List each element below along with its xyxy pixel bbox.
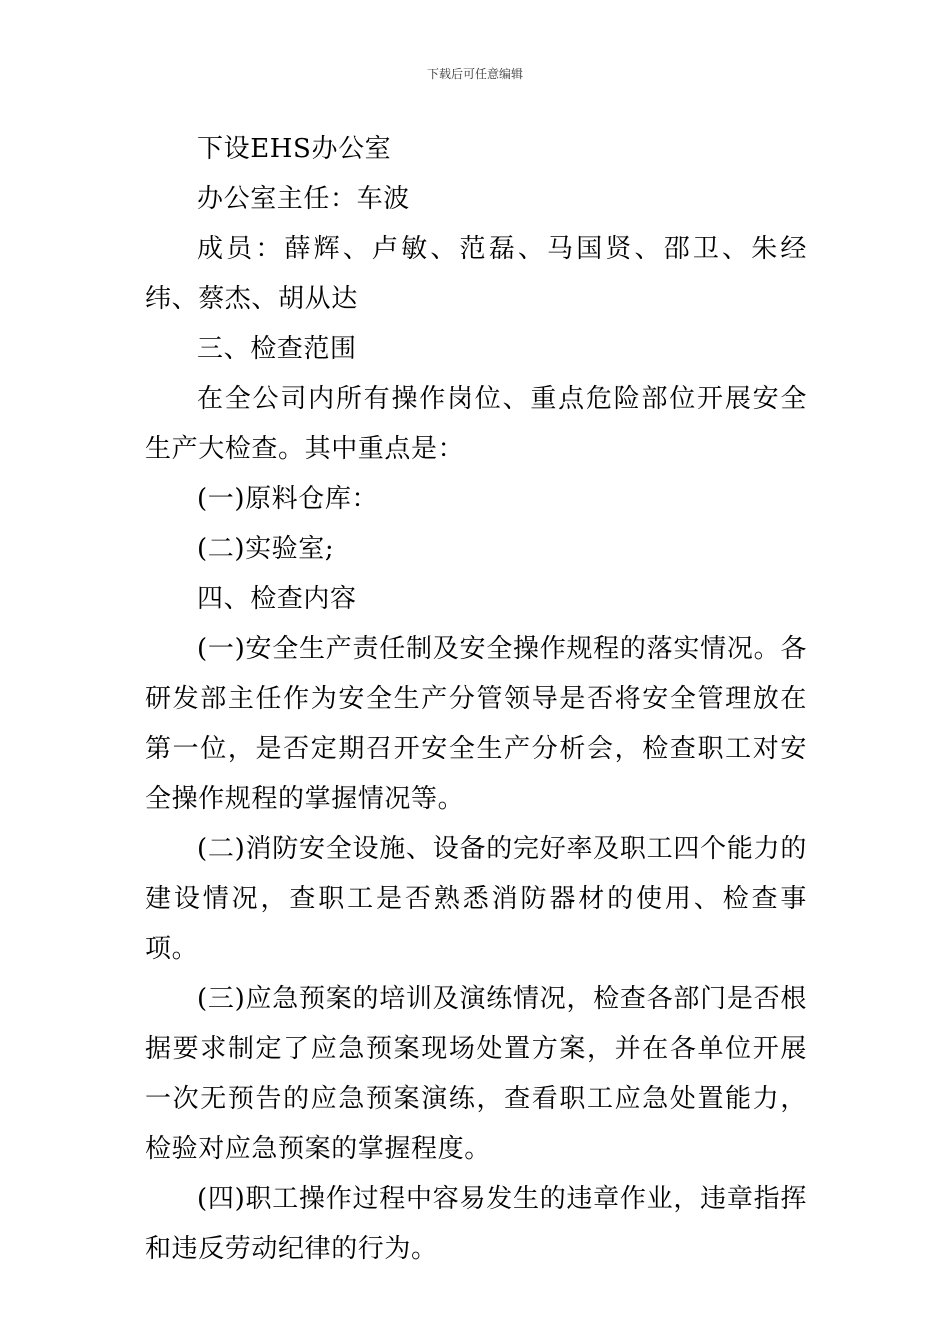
paragraph-content-3: (三)应急预案的培训及演练情况，检查各部门是否根据要求制定了应急预案现场处置方案，并在各单位开展一次无预告的应急预案演练，查看职工应急处置能力，检验对应急预案的掌握程度。: [145, 984, 807, 1164]
paragraph-content-1: (一)安全生产责任制及安全操作规程的落实情况。各研发部主任作为安全生产分管领导是否将安全管理放在第一位，是否定期召开安全生产分析会，检查职工对安全操作规程的掌握情况等。: [145, 634, 807, 814]
paragraph-scope: 在全公司内所有操作岗位、重点危险部位开展安全生产大检查。其中重点是：: [145, 384, 807, 464]
page-header-note: 下载后可任意编辑: [426, 67, 523, 81]
list-item-warehouse: (一)原料仓库：: [197, 484, 379, 514]
list-item-laboratory: (二)实验室;: [197, 534, 335, 564]
document-body: [145, 124, 807, 1274]
paragraph-office-director: 办公室主任：车波: [197, 184, 410, 214]
paragraph-content-4: (四)职工操作过程中容易发生的违章作业，违章指挥和违反劳动纪律的行为。: [145, 1184, 807, 1264]
section-heading-content: 四、检查内容: [197, 584, 357, 614]
paragraph-ehs-office: 下设EHS办公室: [197, 134, 392, 164]
section-heading-scope: 三、检查范围: [197, 334, 357, 364]
paragraph-content-2: (二)消防安全设施、设备的完好率及职工四个能力的建设情况，查职工是否熟悉消防器材的使用、检查事项。: [145, 834, 807, 964]
paragraph-members: 成员：薛辉、卢敏、范磊、马国贤、邵卫、朱经纬、蔡杰、胡从达: [145, 234, 807, 314]
